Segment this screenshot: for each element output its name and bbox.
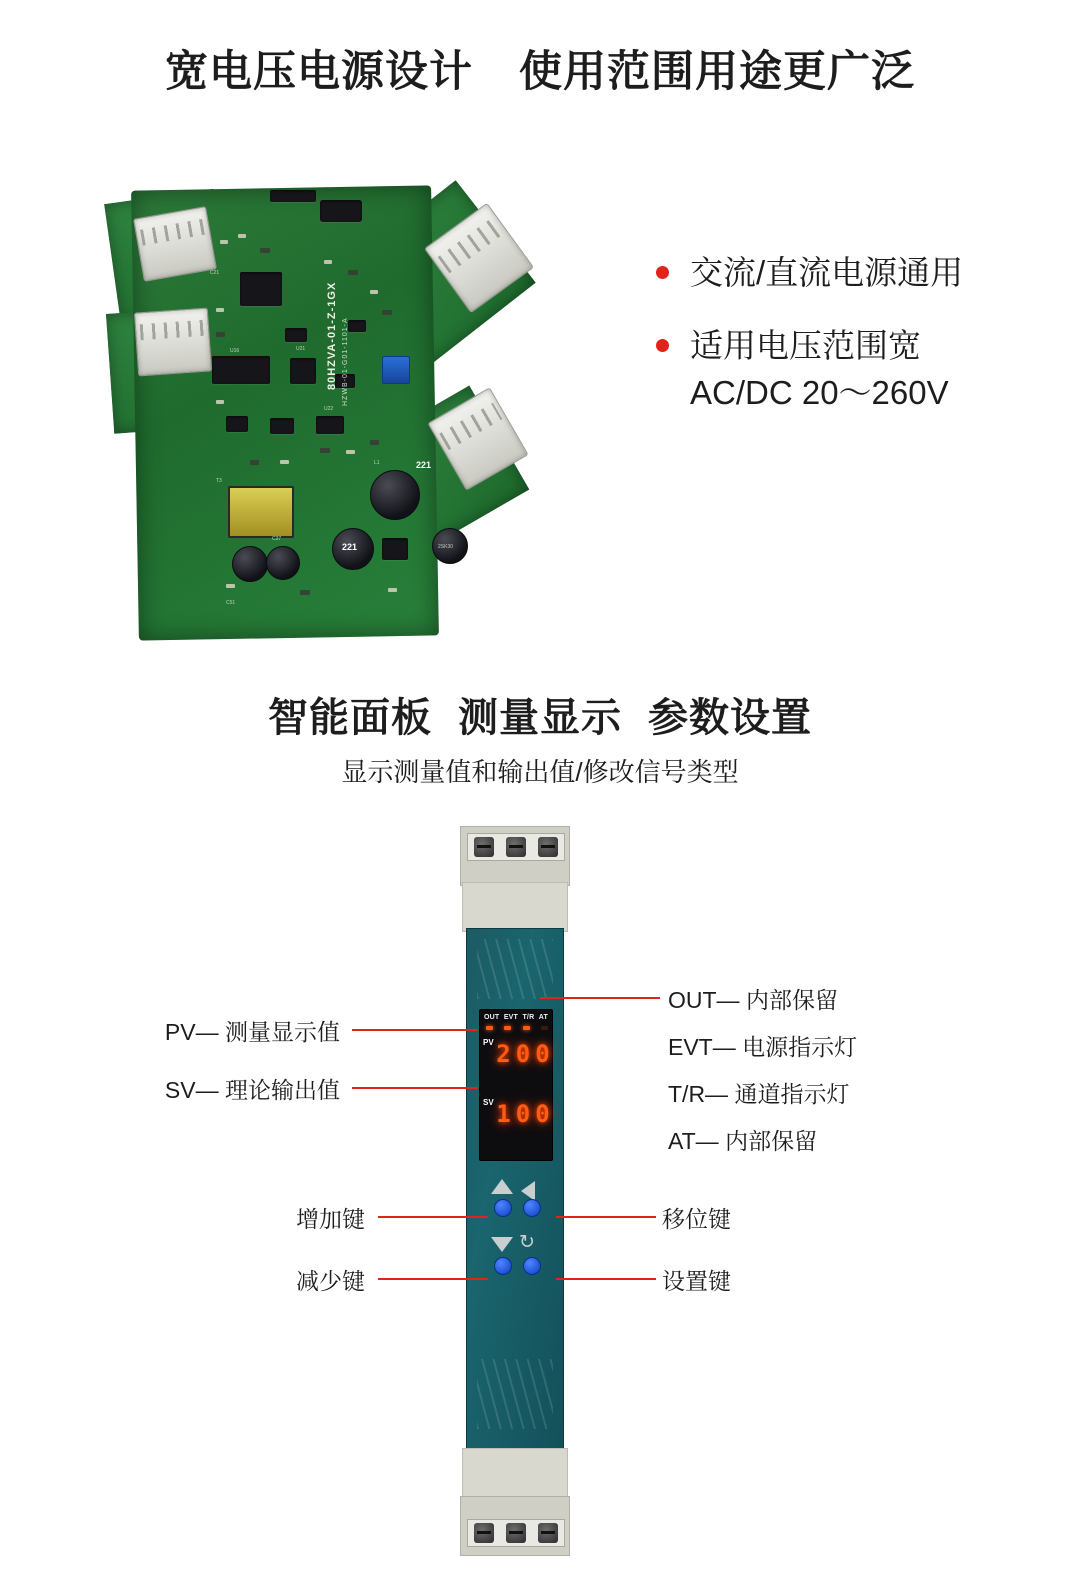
terminal-screw	[474, 837, 494, 857]
part-label-t3: T3	[216, 478, 222, 484]
terminal-screws-bottom	[467, 1519, 565, 1547]
vent-slots-top	[477, 939, 553, 999]
part-label-c51: C51	[226, 600, 236, 606]
section2-title-part3: 参数设置	[648, 696, 812, 740]
ic-chip	[320, 200, 362, 222]
section1-title-part2: 使用范围用途更广泛	[519, 48, 915, 96]
blue-trimpot	[382, 356, 410, 384]
device-photo	[452, 826, 576, 1554]
set-loop-icon: ↻	[519, 1232, 535, 1253]
terminal-connector	[133, 206, 220, 282]
smd-part	[216, 308, 224, 312]
increase-button[interactable]	[494, 1199, 512, 1217]
led-at	[541, 1026, 548, 1030]
leader-line-set	[556, 1278, 656, 1280]
electrolytic-capacitor	[232, 546, 268, 582]
part-label-221: 221	[416, 460, 432, 470]
terminal-screw	[538, 1523, 558, 1543]
list-item	[648, 250, 1068, 297]
indicator-led-row	[486, 1026, 548, 1030]
bullet-text: 适用电压范围宽	[690, 326, 921, 364]
part-label-u16: U16	[230, 348, 240, 354]
leader-line-out	[540, 997, 660, 999]
smd-part	[346, 450, 355, 454]
lcd-panel	[479, 1009, 553, 1161]
left-arrow-icon	[521, 1181, 535, 1201]
shift-button[interactable]	[523, 1199, 541, 1217]
leader-line-sv	[352, 1087, 478, 1089]
part-label-l1: L1	[374, 460, 380, 466]
terminal-block-top	[460, 826, 570, 886]
callout-out: OUT— 内部保留	[668, 987, 838, 1013]
indicator-label-evt: EVT	[503, 1014, 519, 1021]
pcb-photo	[110, 150, 580, 660]
smd-part	[370, 290, 378, 294]
electrolytic-capacitor	[266, 546, 300, 580]
pcb-board	[120, 160, 550, 650]
leader-line-decrease	[378, 1278, 488, 1280]
part-label-221b: 221	[342, 542, 358, 552]
bullet-text: 交流/直流电源通用	[690, 254, 964, 291]
terminal-screw	[538, 837, 558, 857]
leader-line-pv	[352, 1029, 478, 1031]
pv-display	[496, 1040, 550, 1070]
inductor	[370, 470, 420, 520]
section2-subtitle: 显示测量值和输出值/修改信号类型	[341, 757, 739, 787]
callout-evt: EVT— 电源指示灯	[668, 1034, 858, 1060]
up-arrow-icon	[491, 1179, 513, 1194]
board-silkscreen-model: 80HZVA-01-Z-1GX	[326, 281, 338, 390]
section1-title-part1: 宽电压电源设计	[165, 48, 473, 96]
led-tr	[523, 1026, 530, 1030]
callout-decrease: 减少键	[296, 1268, 365, 1294]
terminal-connector	[134, 307, 212, 376]
indicator-label-row	[482, 1014, 550, 1021]
section2-title-part1: 智能面板	[268, 696, 432, 740]
callout-shift: 移位键	[662, 1206, 731, 1232]
list-item	[648, 323, 1068, 417]
housing-bottom	[462, 1448, 568, 1500]
ic-chip	[226, 416, 248, 432]
pv-tag: PV	[483, 1038, 494, 1047]
ic-chip	[290, 358, 316, 384]
smd-part	[370, 440, 379, 445]
feature-bullet-list	[648, 250, 1068, 443]
callout-set: 设置键	[662, 1268, 731, 1294]
sv-digit: 0	[535, 1100, 550, 1128]
housing-top	[462, 882, 568, 932]
sv-digit: 0	[515, 1100, 531, 1128]
bullet-text-line2: AC/DC 20～260V	[690, 373, 949, 411]
sv-tag: SV	[483, 1098, 494, 1107]
smd-part	[216, 332, 225, 337]
bullet-dot-icon	[656, 339, 669, 352]
keypad	[475, 1179, 555, 1299]
led-out	[486, 1026, 493, 1030]
ic-chip	[212, 356, 270, 384]
ic-chip	[382, 538, 408, 560]
smd-part	[280, 460, 289, 464]
indicator-label-tr: T/R	[522, 1014, 535, 1021]
down-arrow-icon	[491, 1237, 513, 1252]
part-label-u21: U21	[296, 346, 306, 352]
sv-digit: 1	[496, 1100, 511, 1128]
device-body	[466, 928, 564, 1452]
section2-title-part2: 测量显示	[458, 696, 622, 740]
smd-part	[250, 460, 259, 465]
pv-digit: 2	[496, 1040, 511, 1068]
part-label-2sk30: 2SK30	[438, 544, 454, 550]
terminal-screw	[474, 1523, 494, 1543]
terminal-screws-top	[467, 833, 565, 861]
smd-part	[388, 588, 397, 592]
section2-title	[0, 686, 1080, 743]
part-label-c37: C37	[272, 536, 282, 542]
pin-header	[270, 190, 316, 202]
set-button[interactable]	[523, 1257, 541, 1275]
ic-chip	[316, 416, 344, 434]
smd-part	[220, 240, 228, 244]
sv-display	[496, 1100, 550, 1130]
terminal-screw	[506, 1523, 526, 1543]
bullet-dot-icon	[656, 266, 669, 279]
smd-part	[382, 310, 392, 315]
smd-part	[324, 260, 332, 264]
leader-line-shift	[556, 1216, 656, 1218]
callout-tr: T/R— 通道指示灯	[668, 1081, 850, 1107]
ic-chip	[240, 272, 282, 306]
indicator-label-at: AT	[538, 1014, 548, 1021]
led-evt	[504, 1026, 511, 1030]
board-silkscreen-code: HZWB-01-G01-1101-A	[342, 317, 349, 406]
callout-sv: SV— 理论输出值	[164, 1077, 340, 1103]
callout-at: AT— 内部保留	[668, 1128, 818, 1154]
smd-part	[300, 590, 310, 595]
pv-digit: 0	[535, 1040, 550, 1068]
callout-increase: 增加键	[296, 1206, 365, 1232]
ic-chip	[270, 418, 294, 434]
part-label-u22: U22	[324, 406, 334, 412]
ic-chip	[285, 328, 307, 342]
indicator-label-out: OUT	[484, 1014, 500, 1021]
smd-part	[238, 234, 246, 238]
vent-slots-bottom	[477, 1359, 553, 1429]
callout-pv: PV— 测量显示值	[164, 1019, 340, 1045]
terminal-screw	[506, 837, 526, 857]
smd-part	[260, 248, 270, 253]
decrease-button[interactable]	[494, 1257, 512, 1275]
section1-title	[0, 38, 1080, 99]
transformer	[228, 486, 294, 538]
smd-part	[320, 448, 330, 453]
terminal-block-bottom	[460, 1496, 570, 1556]
smd-part	[226, 584, 235, 588]
pv-digit: 0	[515, 1040, 531, 1068]
ic-chip	[348, 320, 366, 332]
leader-line-increase	[378, 1216, 488, 1218]
part-label-c21: C21	[210, 270, 220, 276]
smd-part	[348, 270, 358, 275]
smd-part	[216, 400, 224, 404]
